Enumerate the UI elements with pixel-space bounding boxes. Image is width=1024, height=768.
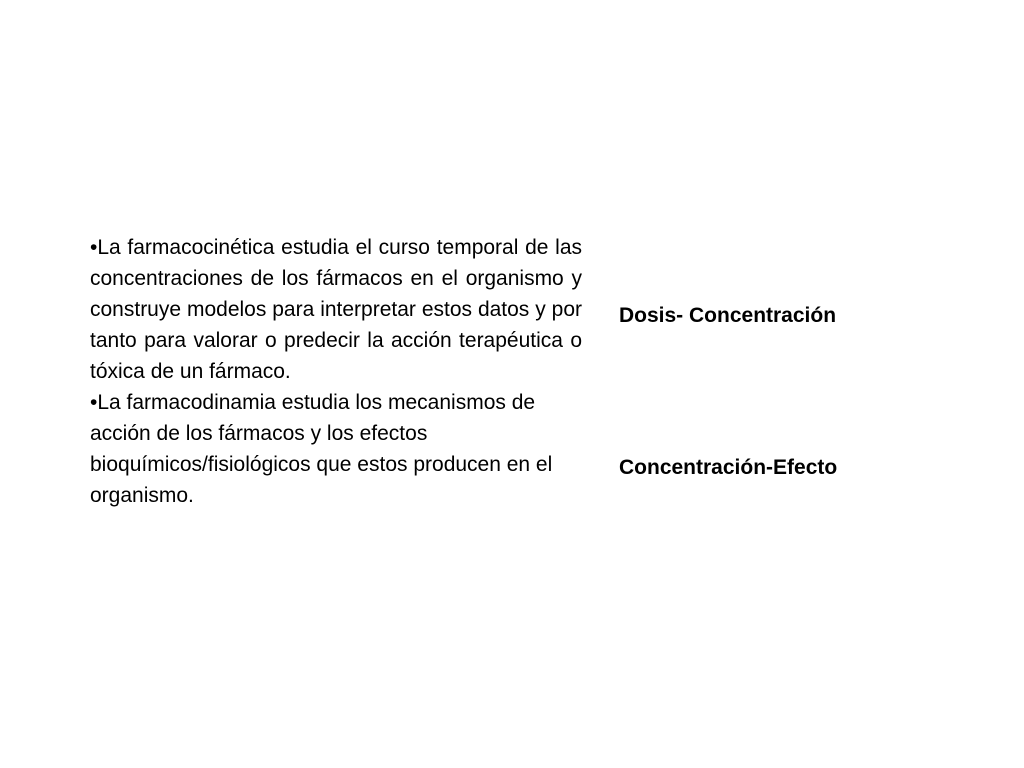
paragraph-pharmacodynamics: •La farmacodinamia estudia los mecanismos de acción de los fármacos y los efectos bioquímicos/fisiológicos que estos producen en el organismo. <box>90 391 553 507</box>
paragraph-pharmacokinetics: •La farmacocinética estudia el curso temporal de las concentraciones de los fármacos en el organismo y construye modelos para interpretar estos datos y por tanto para valorar o predecir la acción terapéutica o tóxica de un fármaco. <box>90 236 582 383</box>
label-concentration-effect: Concentración-Efecto <box>619 456 838 479</box>
label-dose-concentration: Dosis- Concentración <box>619 304 837 327</box>
body-text <box>90 232 582 511</box>
